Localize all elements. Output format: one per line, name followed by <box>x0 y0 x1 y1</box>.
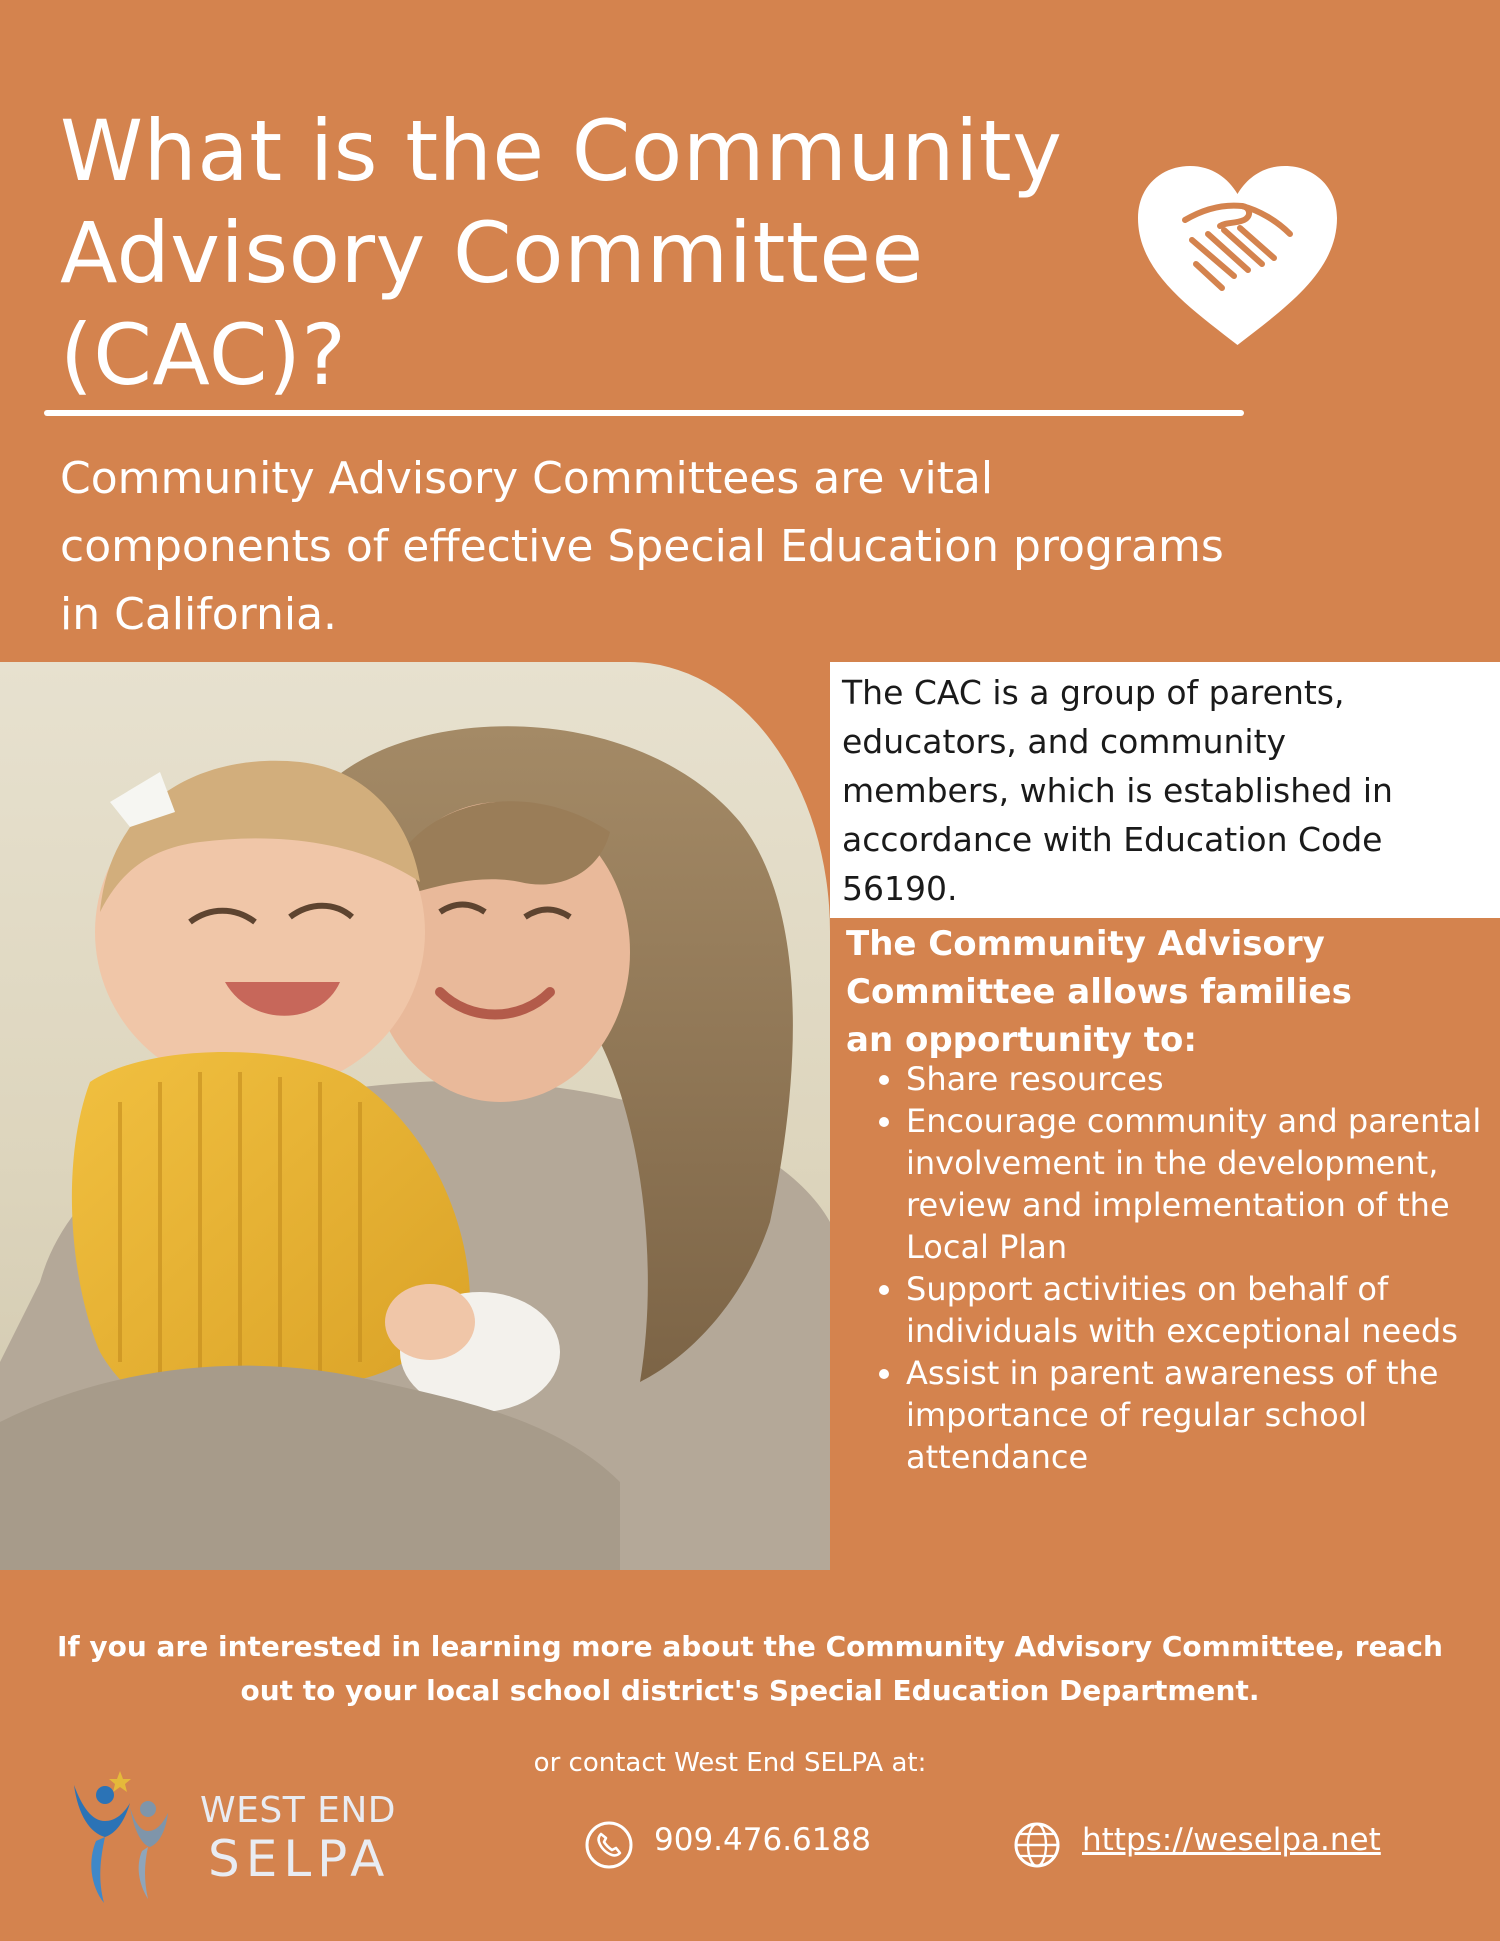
opportunity-heading: The Community Advisory Committee allows families an opportunity to: <box>846 924 1352 1060</box>
phone-number[interactable]: 909.476.6188 <box>654 1822 871 1858</box>
website-link[interactable]: https://weselpa.net <box>1082 1822 1381 1858</box>
phone-icon <box>584 1820 634 1870</box>
list-item: • Share resources <box>906 1058 1486 1100</box>
heart-handshake-icon <box>1130 160 1345 350</box>
title-divider <box>44 410 1244 416</box>
cac-description: The CAC is a group of parents, educators, and community members, which is established in accordance with Education Code 56190. <box>842 673 1393 908</box>
page-title: What is the Community Advisory Committee (CAC)? <box>60 102 1063 404</box>
contact-prefix: or contact West End SELPA at: <box>533 1748 927 1778</box>
photo-illustration <box>0 662 830 1570</box>
globe-icon <box>1012 1820 1062 1870</box>
mother-child-photo <box>0 662 830 1570</box>
list-item: • Encourage community and parental involvement in the development, review and implementation of the Local Plan <box>906 1100 1486 1268</box>
interest-text: If you are interested in learning more about the Community Advisory Committee, reach out to your local school district's Special Education Department. <box>57 1630 1443 1707</box>
intro-text: Community Advisory Committees are vital components of effective Special Education programs in California. <box>60 453 1224 640</box>
logo-line2: SELPA <box>208 1830 391 1888</box>
list-item: • Support activities on behalf of individuals with exceptional needs <box>906 1268 1486 1352</box>
logo-line1: WEST END <box>200 1790 397 1831</box>
opportunity-list <box>870 1058 1486 1478</box>
list-item: • Assist in parent awareness of the importance of regular school attendance <box>906 1352 1486 1478</box>
